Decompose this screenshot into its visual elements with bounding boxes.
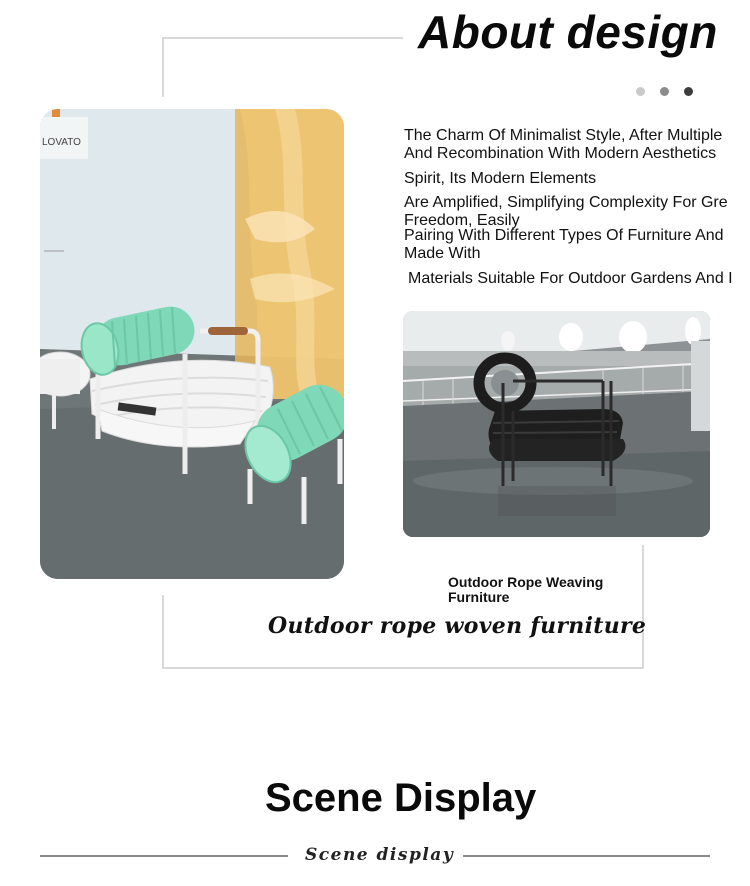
description-line-3: Spirit, Its Modern Elements [404, 170, 597, 187]
frame-line-top [163, 37, 403, 39]
description-line-5: Freedom, Easily [404, 212, 520, 229]
frame-line-right [642, 545, 644, 669]
frame-line-bottom [162, 667, 644, 669]
divider-left [40, 855, 288, 857]
description-line-2: And Recombination With Modern Aesthetics [404, 145, 717, 162]
section-title-about-design: About design [418, 6, 718, 58]
section-title-scene-display: Scene Display [265, 776, 537, 820]
carousel-dot-1[interactable] [636, 87, 645, 96]
carousel-dot-3[interactable] [684, 87, 693, 96]
carousel-dot-2[interactable] [660, 87, 669, 96]
description-line-8: Materials Suitable For Outdoor Gardens And I [408, 270, 733, 287]
description-line-7: Made With [404, 245, 481, 262]
description-line-1: The Charm Of Minimalist Style, After Multiple [404, 127, 723, 144]
frame-line-left-upper [162, 37, 164, 97]
description-line-4: Are Amplified, Simplifying Complexity For Gre [404, 194, 728, 211]
section-subtitle-scene-display: Scene display [305, 845, 455, 865]
divider-right [463, 855, 710, 857]
product-photo-showroom [40, 109, 344, 579]
product-subtitle: Outdoor rope woven furniture [268, 613, 647, 639]
product-photo-hall [403, 311, 710, 537]
frame-line-left-lower [162, 595, 164, 669]
description-line-6: Pairing With Different Types Of Furniture And [404, 227, 724, 244]
product-caption: Outdoor Rope Weaving Furniture [448, 574, 604, 605]
carousel-indicator[interactable] [636, 87, 693, 96]
brand-logo-text: LOVATO [42, 137, 81, 148]
